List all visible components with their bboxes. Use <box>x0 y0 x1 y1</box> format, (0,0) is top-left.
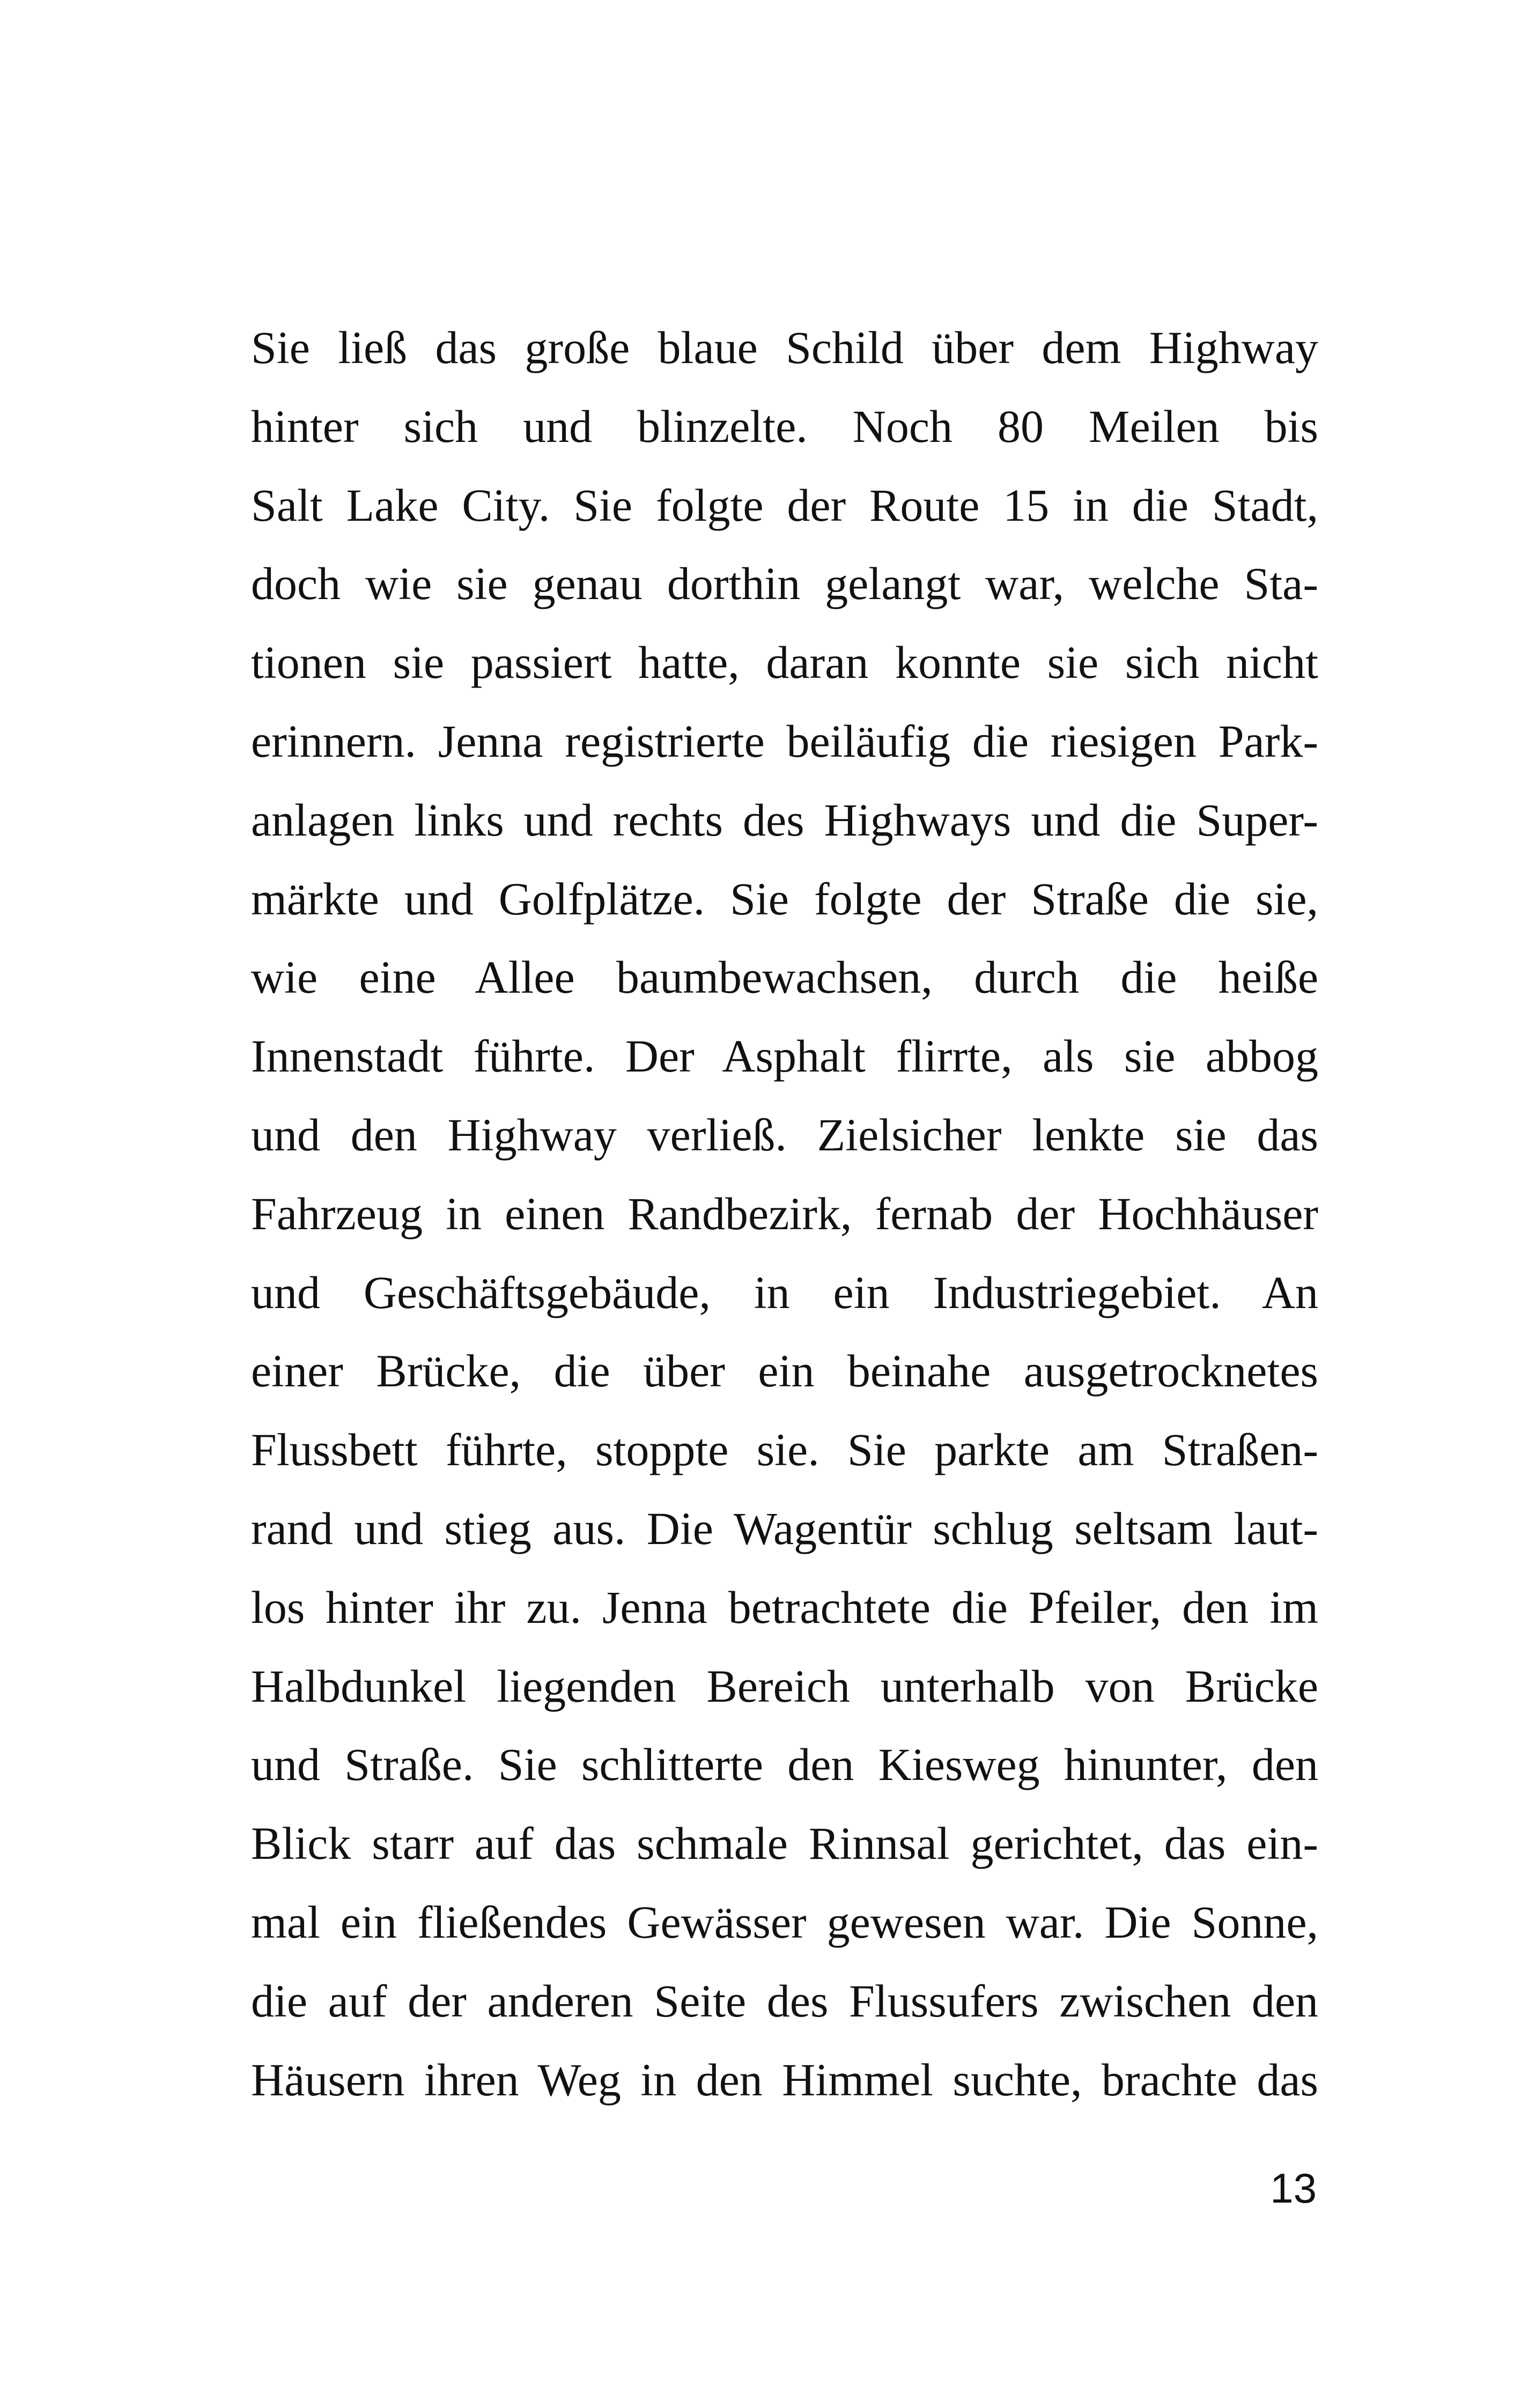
text-line: Sie ließ das große blaue Schild über dem Highway <box>251 322 1318 373</box>
text-line: Salt Lake City. Sie folgte der Route 15 in die Stadt, <box>251 479 1318 531</box>
text-line: Blick starr auf das schmale Rinnsal gerichtet, das ein- <box>251 1818 1318 1870</box>
text-line: tionen sie passiert hatte, daran konnte sie sich nicht <box>251 637 1318 689</box>
text-line: doch wie sie genau dorthin gelangt war, welche Sta- <box>251 558 1318 610</box>
text-line: erinnern. Jenna registrierte beiläufig die riesigen Park- <box>251 715 1318 767</box>
text-line: Häusern ihren Weg in den Himmel suchte, brachte das <box>251 2054 1318 2106</box>
text-line: Halbdunkel liegenden Bereich unterhalb von Brücke <box>251 1660 1318 1712</box>
text-line: Flussbett führte, stoppte sie. Sie parkte am Straßen- <box>251 1424 1318 1476</box>
text-line: mal ein fließendes Gewässer gewesen war. Die Sonne, <box>251 1896 1318 1948</box>
text-line: wie eine Allee baumbewachsen, durch die heiße <box>251 951 1318 1003</box>
text-line: einer Brücke, die über ein beinahe ausgetrocknetes <box>251 1345 1318 1397</box>
text-line: Fahrzeug in einen Randbezirk, fernab der Hochhäuser <box>251 1187 1318 1239</box>
text-line: märkte und Golfplätze. Sie folgte der Straße die sie, <box>251 873 1318 925</box>
text-line: anlagen links und rechts des Highways und die Super- <box>251 794 1318 846</box>
text-line: hinter sich und blinzelte. Noch 80 Meilen bis <box>251 400 1318 452</box>
body-text <box>251 308 1318 2119</box>
text-line: und Geschäftsgebäude, in ein Industriegebiet. An <box>251 1266 1318 1318</box>
text-line: los hinter ihr zu. Jenna betrachtete die Pfeiler, den im <box>251 1581 1318 1633</box>
page-number: 13 <box>1270 2165 1317 2212</box>
text-line: und Straße. Sie schlitterte den Kiesweg hinunter, den <box>251 1739 1318 1791</box>
text-line: rand und stieg aus. Die Wagentür schlug seltsam laut- <box>251 1502 1318 1554</box>
text-line: Innenstadt führte. Der Asphalt flirrte, als sie abbog <box>251 1030 1318 1082</box>
text-line: die auf der anderen Seite des Flussufers zwischen den <box>251 1975 1318 2027</box>
text-line: und den Highway verließ. Zielsicher lenkte sie das <box>251 1109 1318 1161</box>
